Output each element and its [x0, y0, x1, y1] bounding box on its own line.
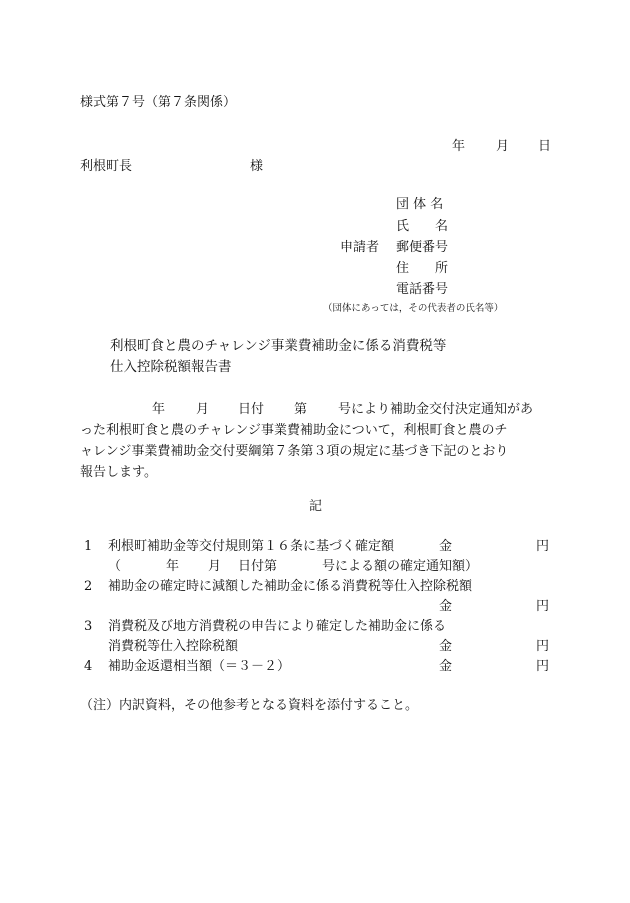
body-year: 年 — [152, 402, 166, 417]
item2-kin: 金 — [439, 599, 453, 614]
item4-kin: 金 — [439, 659, 453, 674]
report-title-line2: 仕入控除税額報告書 — [110, 359, 232, 375]
applicant-group-name: 団 体 名 — [396, 197, 444, 212]
item3-yen: 円 — [536, 639, 550, 654]
item4-text: 補助金返還相当額（＝３－２） — [108, 659, 291, 674]
item1-sub-rest: 号による額の確定通知額） — [322, 559, 479, 574]
applicant-postal: 郵便番号 — [396, 240, 449, 255]
form-label: 様式第７号（第７条関係） — [80, 95, 237, 110]
item1-sub-open: （ — [108, 559, 122, 574]
ki-label: 記 — [309, 499, 323, 514]
item2-yen: 円 — [536, 599, 550, 614]
body-line4: 報告します。 — [80, 465, 157, 480]
item3-number: 3 — [84, 619, 93, 634]
item1-yen: 円 — [536, 539, 550, 554]
date-year: 年 — [452, 139, 466, 154]
body-month: 月 — [196, 402, 210, 417]
item1-sub-day: 日付第 — [238, 559, 278, 574]
body-day: 日付 — [238, 402, 265, 417]
item3-text-line2: 消費税等仕入控除税額 — [108, 639, 239, 654]
item4-number: 4 — [84, 659, 93, 674]
date-day: 日 — [538, 139, 552, 154]
attachment-note: （注）内訳資料，その他参考となる資料を添付すること。 — [80, 698, 419, 713]
item4-yen: 円 — [536, 659, 550, 674]
addressee-name: 利根町長 — [80, 159, 133, 174]
body-line1-rest: 号により補助金交付決定通知があ — [338, 402, 534, 417]
applicant-phone: 電話番号 — [396, 282, 449, 297]
item2-text: 補助金の確定時に減額した補助金に係る消費税等仕入控除税額 — [108, 579, 473, 594]
body-line2: った利根町食と農のチャレンジ事業費補助金について，利根町食と農のチ — [80, 423, 508, 438]
applicant-label: 申請者 — [340, 240, 380, 255]
applicant-address: 住 所 — [396, 261, 449, 276]
item1-sub-year: 年 — [166, 559, 180, 574]
item3-kin: 金 — [439, 639, 453, 654]
applicant-name: 氏 名 — [396, 219, 449, 234]
item2-number: 2 — [84, 579, 93, 594]
report-title-line1: 利根町食と農のチャレンジ事業費補助金に係る消費税等 — [110, 338, 447, 354]
item1-sub-month: 月 — [208, 559, 222, 574]
item1-text: 利根町補助金等交付規則第１６条に基づく確定額 — [108, 539, 395, 554]
date-month: 月 — [496, 139, 510, 154]
body-no: 第 — [294, 402, 308, 417]
addressee-honorific: 様 — [250, 159, 264, 174]
applicant-note: （団体にあっては，その代表者の氏名等） — [323, 303, 504, 314]
item1-number: 1 — [84, 539, 93, 554]
item1-kin: 金 — [439, 539, 453, 554]
body-line3: ャレンジ事業費補助金交付要綱第７条第３項の規定に基づき下記のとおり — [80, 444, 509, 459]
item3-text-line1: 消費税及び地方消費税の申告により確定した補助金に係る — [108, 619, 447, 634]
